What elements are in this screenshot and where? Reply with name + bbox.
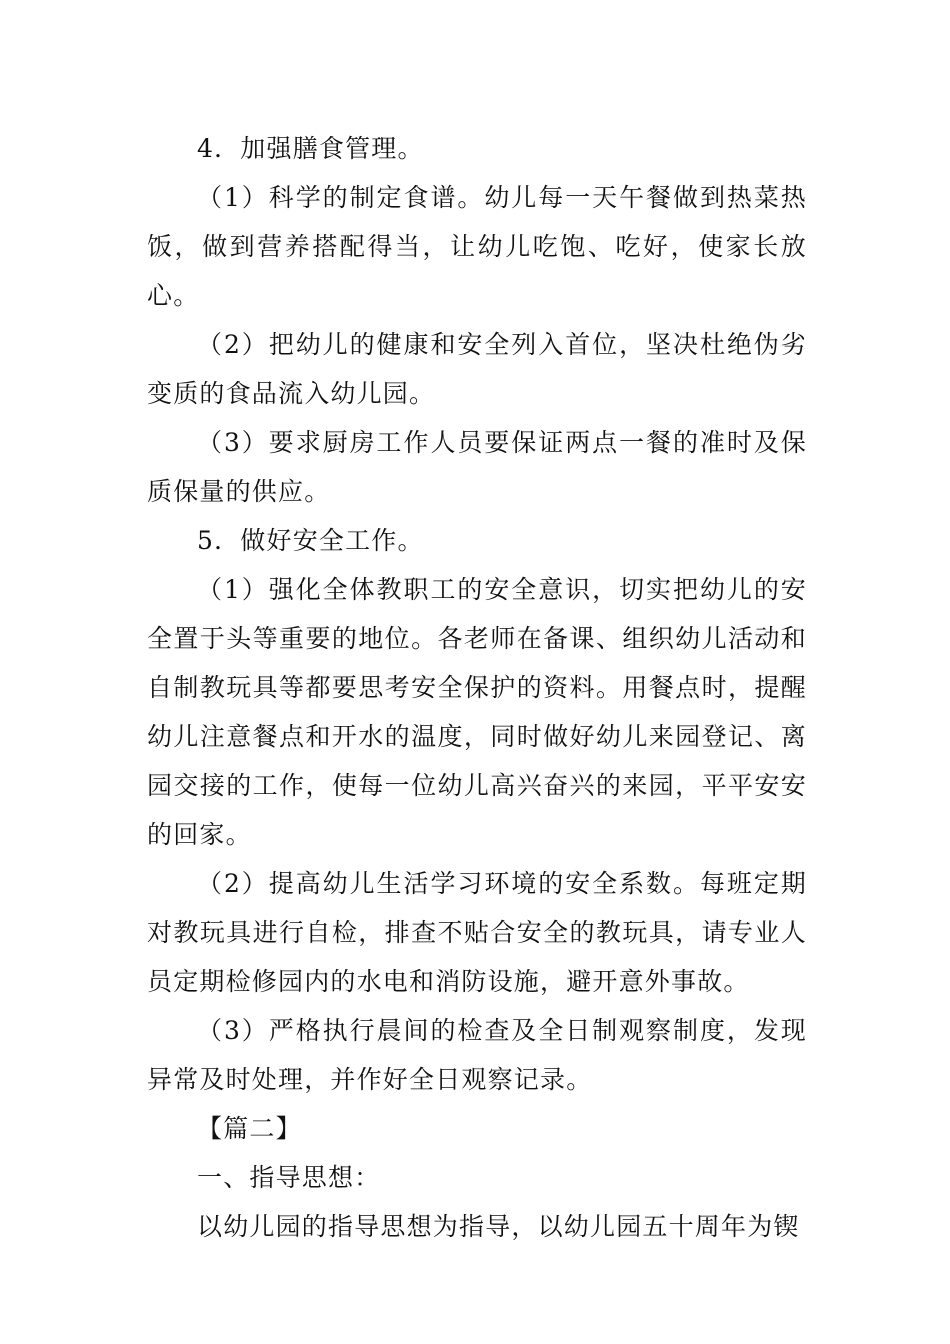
- part-heading-two: 【篇二】: [197, 1114, 302, 1143]
- section-heading-safety-work: 5．做好安全工作。: [197, 526, 424, 555]
- section-heading-diet-management: 4．加强膳食管理。: [197, 134, 424, 163]
- paragraph-diet-item-3: （3）要求厨房工作人员要保证两点一餐的准时及保质保量的供应。: [147, 428, 807, 506]
- paragraph-safety-item-3: （3）严格执行晨间的检查及全日制观察制度，发现异常及时处理，并作好全日观察记录。: [147, 1016, 807, 1094]
- paragraph-diet-item-2: （2）把幼儿的健康和安全列入首位，坚决杜绝伪劣变质的食品流入幼儿园。: [147, 330, 807, 408]
- section-heading-guiding-thought: 一、指导思想：: [197, 1163, 381, 1192]
- paragraph-safety-item-2: （2）提高幼儿生活学习环境的安全系数。每班定期对教玩具进行自检，排查不贴合安全的教玩具，请专业人员定期检修园内的水电和消防设施，避开意外事故。: [147, 869, 807, 996]
- document-body: [147, 124, 807, 1251]
- paragraph-guiding-thought: 以幼儿园的指导思想为指导，以幼儿园五十周年为锲: [197, 1212, 800, 1241]
- paragraph-safety-item-1: （1）强化全体教职工的安全意识，切实把幼儿的安全置于头等重要的地位。各老师在备课、组织幼儿活动和自制教玩具等都要思考安全保护的资料。用餐点时，提醒幼儿注意餐点和开水的温度，同时做好幼儿来园登记、离园交接的工作，使每一位幼儿高兴奋兴的来园，平平安安的回家。: [147, 575, 807, 849]
- paragraph-diet-item-1: （1）科学的制定食谱。幼儿每一天午餐做到热菜热饭，做到营养搭配得当，让幼儿吃饱、吃好，使家长放心。: [147, 183, 807, 310]
